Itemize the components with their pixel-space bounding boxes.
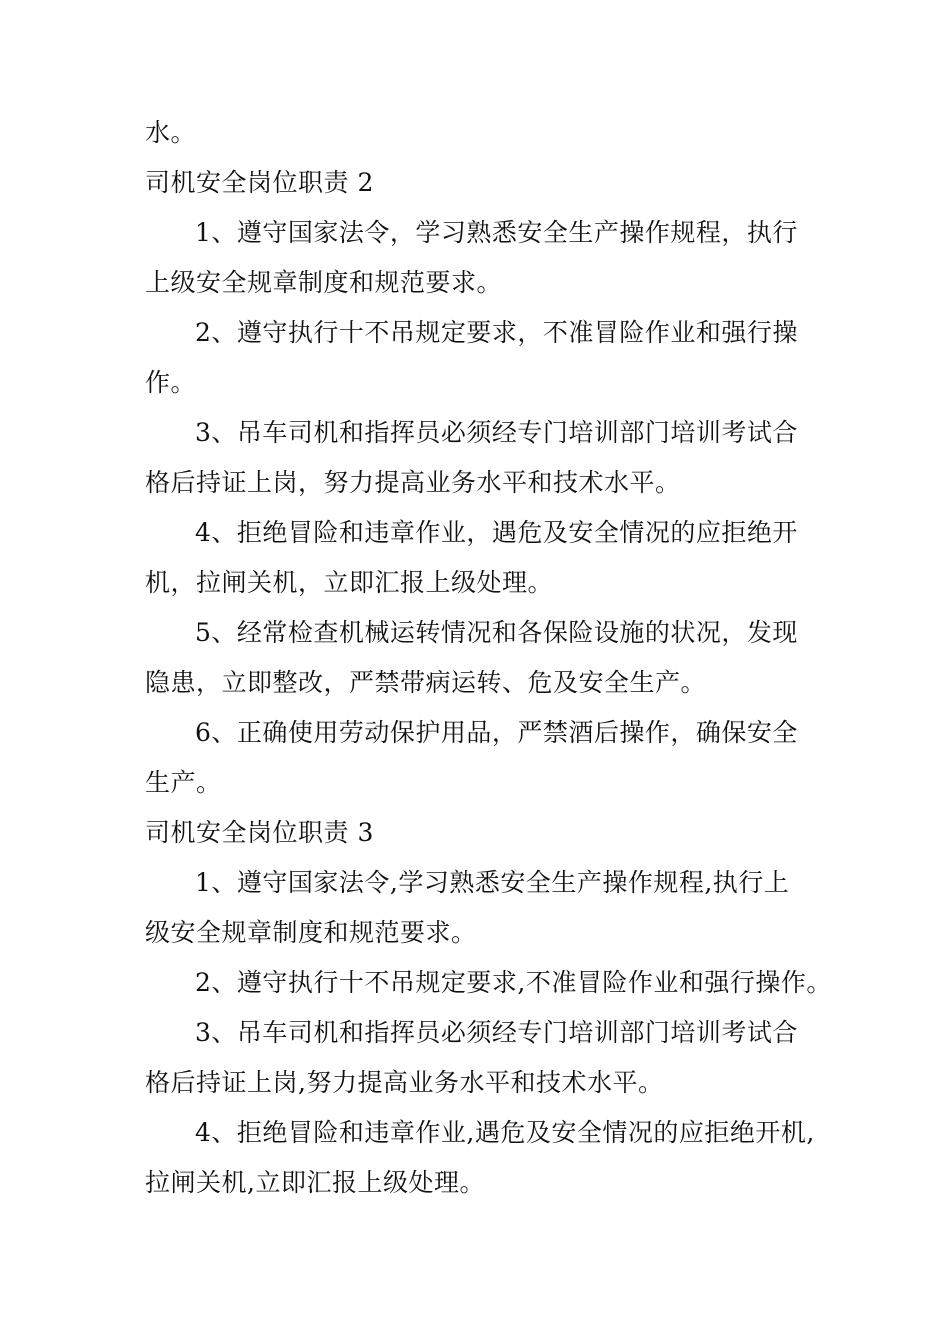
item-2-1-line-2: 上级安全规章制度和规范要求。 — [145, 268, 503, 297]
item-3-4-line-2: 拉闸关机,立即汇报上级处理。 — [145, 1168, 485, 1197]
item-3-2-line-1: 2、遵守执行十不吊规定要求,不准冒险作业和强行操作。 — [195, 968, 832, 997]
paragraph-continuation: 水。 — [145, 118, 197, 147]
item-3-3-line-2: 格后持证上岗,努力提高业务水平和技术水平。 — [145, 1068, 664, 1097]
item-2-2-line-2: 作。 — [145, 368, 197, 397]
section-heading-2: 司机安全岗位职责 2 — [145, 168, 374, 197]
item-3-3-line-1: 3、吊车司机和指挥员必须经专门培训部门培训考试合 — [195, 1018, 798, 1047]
item-2-6-line-2: 生产。 — [145, 768, 222, 797]
item-2-2-line-1: 2、遵守执行十不吊规定要求，不准冒险作业和强行操 — [195, 318, 798, 347]
section-heading-3: 司机安全岗位职责 3 — [145, 818, 374, 847]
item-3-4-line-1: 4、拒绝冒险和违章作业,遇危及安全情况的应拒绝开机, — [195, 1118, 815, 1147]
item-2-5-line-1: 5、经常检查机械运转情况和各保险设施的状况，发现 — [195, 618, 798, 647]
item-2-3-line-1: 3、吊车司机和指挥员必须经专门培训部门培训考试合 — [195, 418, 798, 447]
item-2-1-line-1: 1、遵守国家法令，学习熟悉安全生产操作规程，执行 — [195, 218, 798, 247]
item-2-3-line-2: 格后持证上岗，努力提高业务水平和技术水平。 — [145, 468, 681, 497]
item-2-6-line-1: 6、正确使用劳动保护用品，严禁酒后操作，确保安全 — [195, 718, 798, 747]
item-2-5-line-2: 隐患，立即整改，严禁带病运转、危及安全生产。 — [145, 668, 707, 697]
item-3-1-line-1: 1、遵守国家法令,学习熟悉安全生产操作规程,执行上 — [195, 868, 790, 897]
item-2-4-line-1: 4、拒绝冒险和违章作业，遇危及安全情况的应拒绝开 — [195, 518, 798, 547]
item-2-4-line-2: 机，拉闸关机，立即汇报上级处理。 — [145, 568, 554, 597]
item-3-1-line-2: 级安全规章制度和规范要求。 — [145, 918, 477, 947]
